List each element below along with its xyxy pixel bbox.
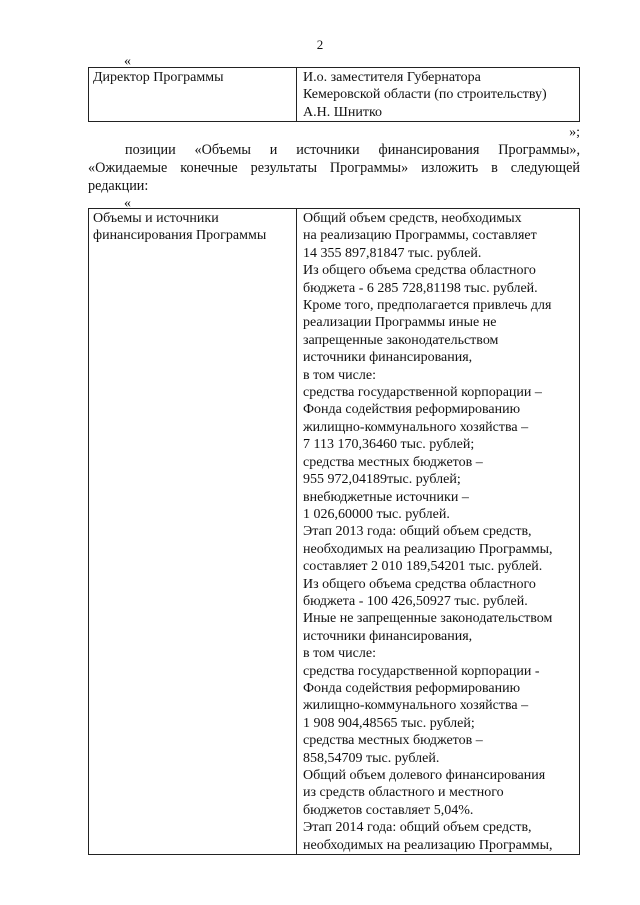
financing-value-line: Из общего объема средства областного [303,263,536,279]
financing-value-line: Из общего объема средства областного [303,576,536,592]
financing-value-line: Этап 2014 года: общий объем средств, [303,820,532,836]
financing-value-line: 955 972,04189тыс. рублей; [303,472,461,488]
financing-table [88,208,580,855]
financing-value-line: бюджетов составляет 5,04%. [303,802,474,818]
financing-value-line: 858,54709 тыс. рублей. [303,750,440,766]
financing-row [89,209,580,855]
director-table [88,67,580,122]
financing-value-line: Общий объем средств, необходимых [303,211,522,226]
financing-value-line: на реализацию Программы, составляет [303,228,537,244]
financing-value-line: средства местных бюджетов – [303,454,483,470]
paragraph-line: позиции «Объемы и источники финансирования Программы», [125,142,580,158]
director-value-cell [297,68,580,122]
paragraph-line: редакции: [88,178,149,194]
table1-open-quote: « [124,54,131,69]
financing-value-line: 7 113 170,36460 тыс. рублей; [303,437,475,453]
financing-value-line: бюджета - 6 285 728,81198 тыс. рублей. [303,280,538,296]
financing-value-line: из средств областного и местного [303,785,504,801]
financing-value-line: Этап 2013 года: общий объем средств, [303,524,532,540]
financing-value-line: жилищно-коммунального хозяйства – [303,698,529,714]
financing-value-line: 1 026,60000 тыс. рублей. [303,506,450,522]
financing-label-cell [89,209,297,855]
financing-value-line: необходимых на реализацию Программы, [303,541,553,557]
financing-value-line: жилищно-коммунального хозяйства – [303,419,529,435]
financing-label-line: финансирования Программы [93,228,267,244]
closing-quote: »; [569,125,580,140]
financing-value-line: Фонда содействия реформированию [303,402,521,418]
financing-value-line: в том числе: [303,367,376,383]
financing-value-line: средства государственной корпорации – [303,385,542,401]
director-value-line: И.о. заместителя Губернатора [303,70,481,85]
financing-value-line: источники финансирования, [303,628,473,644]
director-label-cell [89,68,297,122]
financing-value-line: запрещенные законодательством [303,332,499,348]
financing-value-line: в том числе: [303,646,376,662]
table2-open-quote: « [124,196,131,211]
financing-value-line: внебюджетные источники – [303,489,469,505]
paragraph-line: «Ожидаемые конечные результаты Программы» изложить в следующей [88,160,580,176]
financing-value-cell [297,209,580,855]
financing-value-line: Кроме того, предполагается привлечь для [303,298,552,314]
financing-value-line: бюджета - 100 426,50927 тыс. рублей. [303,593,528,609]
financing-value-line: средства местных бюджетов – [303,733,483,749]
financing-value-line: составляет 2 010 189,54201 тыс. рублей. [303,559,543,575]
amendment-paragraph [88,141,580,195]
financing-value-line: источники финансирования, [303,350,473,366]
financing-value-line: 14 355 897,81847 тыс. рублей. [303,245,482,261]
financing-value-line: средства государственной корпорации - [303,663,540,679]
page-number: 2 [316,37,324,52]
director-row [89,68,580,122]
financing-value-line: Фонда содействия реформированию [303,680,521,696]
financing-value-line: реализации Программы иные не [303,315,497,331]
director-value-line: Кемеровской области (по строительству) [303,87,547,103]
financing-value-line: 1 908 904,48565 тыс. рублей; [303,715,475,731]
director-value-line: А.Н. Шнитко [303,104,383,120]
financing-value-line: необходимых на реализацию Программы, [303,837,553,853]
financing-label-line: Объемы и источники [93,211,219,226]
financing-value-line: Иные не запрещенные законодательством [303,611,553,627]
financing-value-line: Общий объем долевого финансирования [303,768,546,783]
director-label: Директор Программы [93,70,224,85]
